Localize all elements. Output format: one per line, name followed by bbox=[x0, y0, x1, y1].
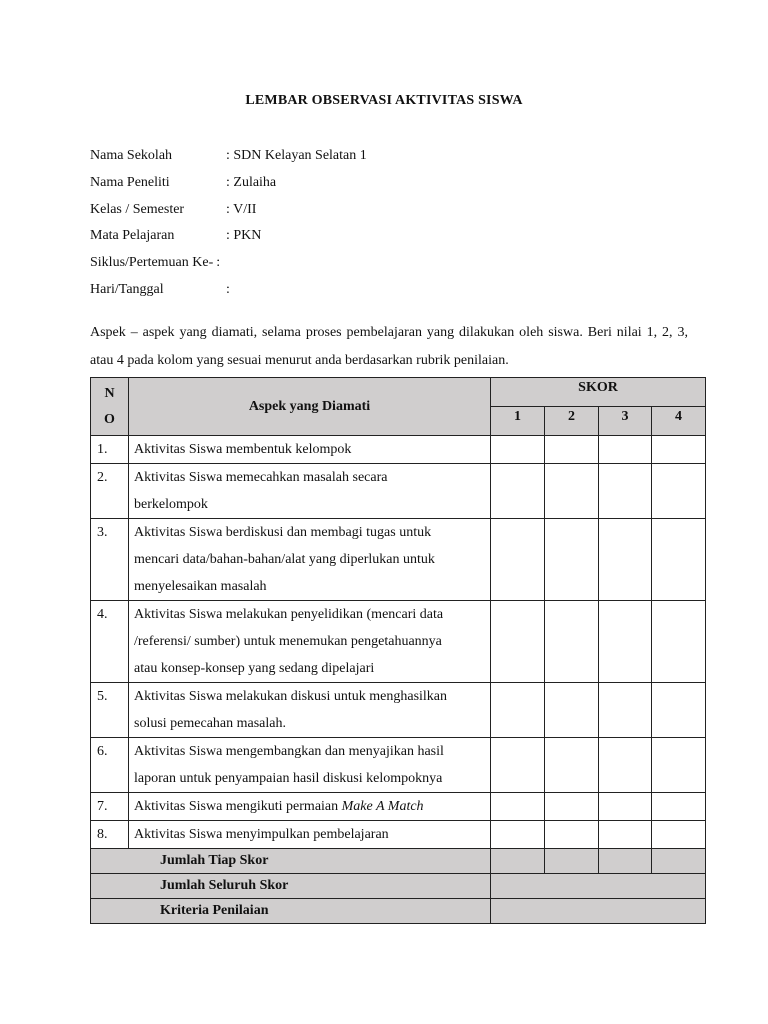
jumlah-seluruh-skor-label: Jumlah Seluruh Skor bbox=[91, 874, 491, 899]
aspect-line: Aktivitas Siswa melakukan diskusi untuk menghasilkan bbox=[134, 689, 448, 704]
aspect-text: Aktivitas Siswa membentuk kelompok bbox=[129, 436, 491, 464]
info-value: : bbox=[216, 255, 221, 271]
score-cell-1[interactable] bbox=[491, 436, 545, 464]
header-score-1: 1 bbox=[491, 407, 545, 436]
instructions-paragraph: Aspek – aspek yang diamati, selama proses pembelajaran yang dilakukan oleh siswa. Beri nilai 1, 2, 3, atau 4 pada kolom yang sesuai menurut anda berdasarkan rubrik penilaian. bbox=[90, 325, 688, 368]
info-value: : V/II bbox=[226, 201, 257, 217]
score-cell-4[interactable] bbox=[652, 793, 706, 821]
header-no-line1: N bbox=[104, 385, 115, 401]
score-cell-3[interactable] bbox=[599, 683, 652, 738]
info-row-sekolah bbox=[90, 144, 367, 171]
aspect-line: mencari data/bahan-bahan/alat yang diperlukan untuk bbox=[134, 552, 435, 567]
info-value: : bbox=[226, 281, 230, 297]
aspect-text bbox=[129, 738, 491, 793]
aspect-text: Aktivitas Siswa menyimpulkan pembelajaran bbox=[129, 821, 491, 849]
jumlah-score-cell-2[interactable] bbox=[545, 849, 599, 874]
aspect-text bbox=[129, 793, 491, 821]
jumlah-seluruh-value-cell[interactable] bbox=[491, 874, 706, 899]
header-aspek: Aspek yang Diamati bbox=[129, 378, 491, 436]
info-label: Siklus/Pertemuan Ke- bbox=[90, 255, 214, 271]
score-cell-3[interactable] bbox=[599, 519, 652, 601]
score-cell-3[interactable] bbox=[599, 601, 652, 683]
score-cell-2[interactable] bbox=[545, 793, 599, 821]
row-number: 4. bbox=[91, 601, 129, 683]
info-value: : Zulaiha bbox=[226, 174, 277, 190]
score-cell-1[interactable] bbox=[491, 738, 545, 793]
header-score-3: 3 bbox=[599, 407, 652, 436]
row-number: 7. bbox=[91, 793, 129, 821]
header-score-2: 2 bbox=[545, 407, 599, 436]
score-cell-2[interactable] bbox=[545, 738, 599, 793]
aspect-line: berkelompok bbox=[134, 497, 208, 512]
aspect-line: Aktivitas Siswa berdiskusi dan membagi tugas untuk bbox=[134, 525, 432, 540]
aspect-line: laporan untuk penyampaian hasil diskusi kelompoknya bbox=[134, 771, 443, 786]
row-number: 1. bbox=[91, 436, 129, 464]
info-row-hari bbox=[90, 278, 367, 305]
table-row bbox=[91, 464, 706, 519]
aspect-text-plain: Aktivitas Siswa mengikuti permaian bbox=[134, 799, 342, 814]
info-row-mapel bbox=[90, 224, 367, 251]
aspect-line: Aktivitas Siswa melakukan penyelidikan (mencari data bbox=[134, 607, 444, 622]
info-label: Hari/Tanggal bbox=[90, 281, 164, 297]
score-cell-4[interactable] bbox=[652, 519, 706, 601]
score-cell-1[interactable] bbox=[491, 601, 545, 683]
score-cell-2[interactable] bbox=[545, 821, 599, 849]
score-cell-4[interactable] bbox=[652, 683, 706, 738]
jumlah-score-cell-4[interactable] bbox=[652, 849, 706, 874]
score-cell-3[interactable] bbox=[599, 793, 652, 821]
aspect-line: solusi pemecahan masalah. bbox=[134, 716, 287, 731]
score-cell-1[interactable] bbox=[491, 519, 545, 601]
aspect-text-italic: Make A Match bbox=[341, 799, 424, 814]
table-row bbox=[91, 793, 706, 821]
table-row bbox=[91, 601, 706, 683]
header-no bbox=[91, 378, 129, 436]
info-row-kelas bbox=[90, 198, 367, 225]
info-block bbox=[90, 144, 367, 305]
score-cell-3[interactable] bbox=[599, 436, 652, 464]
row-number: 2. bbox=[91, 464, 129, 519]
table-row bbox=[91, 519, 706, 601]
score-cell-4[interactable] bbox=[652, 464, 706, 519]
table-row bbox=[91, 436, 706, 464]
row-number: 3. bbox=[91, 519, 129, 601]
score-cell-2[interactable] bbox=[545, 436, 599, 464]
aspect-text bbox=[129, 601, 491, 683]
info-row-peneliti bbox=[90, 171, 367, 198]
score-cell-1[interactable] bbox=[491, 821, 545, 849]
header-score-4: 4 bbox=[652, 407, 706, 436]
score-cell-2[interactable] bbox=[545, 683, 599, 738]
info-label: Kelas / Semester bbox=[90, 201, 185, 217]
table-row bbox=[91, 738, 706, 793]
observation-table bbox=[90, 377, 706, 924]
score-cell-4[interactable] bbox=[652, 821, 706, 849]
aspect-line: Aktivitas Siswa mengembangkan dan menyajikan hasil bbox=[134, 744, 444, 759]
score-cell-3[interactable] bbox=[599, 821, 652, 849]
header-skor: SKOR bbox=[491, 378, 706, 407]
aspect-text bbox=[129, 464, 491, 519]
table-row bbox=[91, 821, 706, 849]
row-number: 8. bbox=[91, 821, 129, 849]
footer-row-jumlah-seluruh bbox=[91, 874, 706, 899]
score-cell-2[interactable] bbox=[545, 519, 599, 601]
page-title: LEMBAR OBSERVASI AKTIVITAS SISWA bbox=[245, 93, 523, 108]
kriteria-value-cell[interactable] bbox=[491, 899, 706, 924]
jumlah-score-cell-3[interactable] bbox=[599, 849, 652, 874]
score-cell-4[interactable] bbox=[652, 436, 706, 464]
score-cell-2[interactable] bbox=[545, 464, 599, 519]
table-row bbox=[91, 683, 706, 738]
score-cell-2[interactable] bbox=[545, 601, 599, 683]
aspect-line: menyelesaikan masalah bbox=[134, 579, 267, 594]
info-label: Nama Peneliti bbox=[90, 174, 170, 190]
row-number: 6. bbox=[91, 738, 129, 793]
footer-row-kriteria bbox=[91, 899, 706, 924]
jumlah-tiap-skor-label: Jumlah Tiap Skor bbox=[91, 849, 491, 874]
header-no-line2: O bbox=[104, 411, 115, 427]
score-cell-4[interactable] bbox=[652, 601, 706, 683]
jumlah-score-cell-1[interactable] bbox=[491, 849, 545, 874]
aspect-line: Aktivitas Siswa memecahkan masalah secara bbox=[134, 470, 388, 485]
aspect-line: /referensi/ sumber) untuk menemukan pengetahuannya bbox=[134, 634, 442, 649]
kriteria-penilaian-label: Kriteria Penilaian bbox=[91, 899, 491, 924]
aspect-text bbox=[129, 683, 491, 738]
score-cell-3[interactable] bbox=[599, 464, 652, 519]
info-label: Mata Pelajaran bbox=[90, 228, 175, 244]
score-cell-1[interactable] bbox=[491, 464, 545, 519]
info-value: : PKN bbox=[226, 228, 262, 244]
info-label: Nama Sekolah bbox=[90, 148, 173, 163]
aspect-text bbox=[129, 519, 491, 601]
score-cell-4[interactable] bbox=[652, 738, 706, 793]
row-number: 5. bbox=[91, 683, 129, 738]
footer-row-jumlah-tiap bbox=[91, 849, 706, 874]
info-row-siklus bbox=[90, 251, 367, 278]
aspect-line: atau konsep-konsep yang sedang dipelajari bbox=[134, 661, 375, 676]
score-cell-1[interactable] bbox=[491, 683, 545, 738]
info-value: : SDN Kelayan Selatan 1 bbox=[226, 148, 367, 163]
score-cell-1[interactable] bbox=[491, 793, 545, 821]
score-cell-3[interactable] bbox=[599, 738, 652, 793]
